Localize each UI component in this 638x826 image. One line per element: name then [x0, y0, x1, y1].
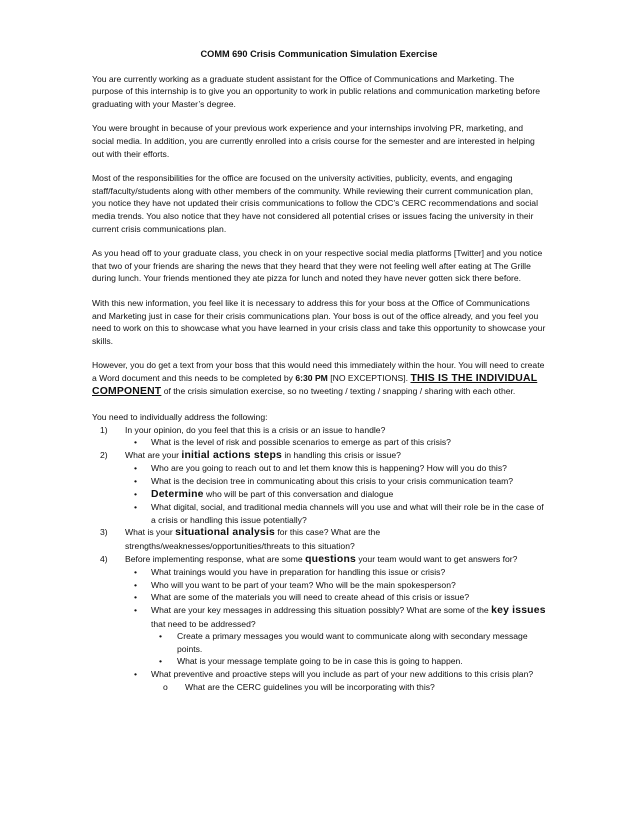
paragraph-deadline: [92, 359, 546, 399]
list-item-text: Who will you want to be part of your team? Who will be the main spokesperson?: [151, 579, 456, 590]
list-item-text: What are your key messages in addressing this situation possibly? What are some of the: [151, 604, 492, 615]
list-item: [125, 591, 546, 604]
list-item: [125, 681, 546, 694]
list-item-text: What preventive and proactive steps will you include as part of your new additions to this crisis plan?: [151, 668, 534, 679]
list-item-text: What are some of the materials you will need to create ahead of this crisis or issue?: [151, 592, 470, 603]
key-issues-subitems: [125, 630, 546, 668]
bullet-icon: •: [134, 592, 138, 603]
paragraph-new-information: With this new information, you feel like it is necessary to address this for your boss at the Office of Communications and Marketing just in case for their crisis communications plan. Your boss is out of the office already, and you feel you need to work on this to showcase what you have learned in your crisis class and take this opportunity to showcase your skills.: [92, 297, 546, 346]
question-list: [92, 424, 546, 693]
key-term: situational analysis: [175, 527, 276, 539]
list-item-text: What is the decision tree in communicating about this crisis to your crisis communication team?: [151, 476, 514, 487]
question-number: 1): [100, 424, 108, 435]
question-2: [92, 449, 546, 527]
question-text: in handling this crisis or issue?: [282, 449, 401, 460]
list-item-text: Create a primary messages you would want to communicate along with secondary message points.: [177, 631, 528, 654]
paragraph-responsibilities: Most of the responsibilities for the office are focused on the university activities, publicity, events, and engaging staff/faculty/students along with other members of the community. While reviewing their current communication plan, you notice they have not updated their crisis communications to follow the CDC’s CERC recommendations and social media trends. You also notice that they have not considered all potential crises or issues facing the university in their current crisis communications plan.: [92, 173, 538, 234]
list-item: [125, 462, 546, 475]
bullet-icon: •: [134, 437, 138, 448]
bullet-icon: •: [134, 604, 138, 615]
deadline-time: 6:30 PM: [295, 372, 328, 383]
paragraph-background: You were brought in because of your previous work experience and your internships involving PR, marketing, and social media. In addition, you are currently enrolled into a crisis course for the semester and are interested in helping out with their efforts.: [92, 123, 535, 159]
question-text: for this case? What are the strengths/weaknesses/opportunities/threats to this situation?: [125, 527, 381, 551]
question-1-subitems: [125, 436, 546, 449]
list-item: [125, 655, 546, 668]
list-item-text: What digital, social, and traditional media channels will you use and what will their role be in the case of a crisis or handling this issue potentially?: [151, 502, 544, 525]
bullet-icon: •: [134, 463, 138, 474]
list-item-text: What are the CERC guidelines you will be incorporating with this?: [185, 681, 435, 692]
list-item: [125, 436, 546, 449]
instructions-intro: You need to individually address the following:: [92, 412, 268, 423]
question-number: 4): [100, 553, 108, 564]
bullet-icon: •: [134, 567, 138, 578]
bullet-icon: •: [134, 579, 138, 590]
deadline-text-c: of the crisis simulation exercise, so no tweeting / texting / snapping / sharing with each other.: [161, 386, 516, 397]
question-number: 3): [100, 527, 108, 538]
question-1: [92, 424, 546, 449]
question-number: 2): [100, 449, 108, 460]
list-item-text: What is the level of risk and possible scenarios to emerge as part of this crisis?: [151, 437, 451, 448]
bullet-icon: •: [159, 656, 163, 667]
list-item: [125, 604, 546, 668]
deadline-text-a: However, you do get a text from your boss that this would need this immediately within the hour. You will need to create a Word document and this needs to be completed by: [92, 360, 545, 383]
key-term: questions: [305, 553, 356, 565]
question-text: In your opinion, do you feel that this is a crisis or an issue to handle?: [125, 424, 386, 435]
paragraph-internship: You are currently working as a graduate student assistant for the Office of Communications and Marketing. The purpose of this internship is to give you an opportunity to work in public relations and communication marketing before graduating with your Master’s degree.: [92, 73, 541, 109]
list-item: [125, 630, 546, 655]
question-3: [92, 526, 546, 552]
question-text: What are your: [125, 449, 182, 460]
circle-bullet-icon: o: [163, 681, 168, 692]
list-item: [125, 475, 546, 488]
question-2-subitems: [125, 462, 546, 526]
list-item: [125, 668, 546, 693]
question-4-subitems: [125, 566, 546, 693]
question-4: [92, 553, 546, 694]
list-item-text: What trainings would you have in preparation for handling this issue or crisis?: [151, 567, 446, 578]
list-item-text: that need to be addressed?: [151, 618, 256, 629]
cerc-subitems: [125, 681, 546, 694]
list-item: [125, 488, 546, 502]
bullet-icon: •: [134, 488, 138, 499]
bullet-icon: •: [134, 668, 138, 679]
question-text: Before implementing response, what are some: [125, 553, 306, 564]
document-title: COMM 690 Crisis Communication Simulation Exercise: [200, 49, 438, 59]
individual-component-emphasis: THIS IS THE INDIVIDUAL COMPONENT: [92, 372, 538, 398]
list-item: [125, 579, 546, 592]
bullet-icon: •: [134, 476, 138, 487]
key-term: initial actions steps: [181, 449, 282, 461]
bullet-icon: •: [159, 631, 163, 642]
list-item-text: What is your message template going to be in case this is going to happen.: [177, 656, 463, 667]
paragraph-social-media: As you head off to your graduate class, you check in on your respective social media platforms [Twitter] and you notice that two of your friends are sharing the news that they heard that they were not feeling well after eating at The Grille during lunch. Your friends mentioned they ate pizza for lunch and noted they have never gotten sick there before.: [92, 248, 543, 284]
list-item: [125, 566, 546, 579]
question-text: What is your: [125, 527, 176, 538]
list-item-text: Who are you going to reach out to and let them know this is happening? How will you do this?: [151, 463, 507, 474]
list-item: [125, 501, 546, 526]
question-text: your team would want to get answers for?: [355, 553, 518, 564]
deadline-text-b: [NO EXCEPTIONS].: [327, 372, 411, 383]
list-item-text: who will be part of this conversation and dialogue: [203, 488, 394, 499]
key-term: Determine: [151, 488, 204, 500]
key-term: key issues: [491, 604, 546, 616]
bullet-icon: •: [134, 502, 138, 513]
